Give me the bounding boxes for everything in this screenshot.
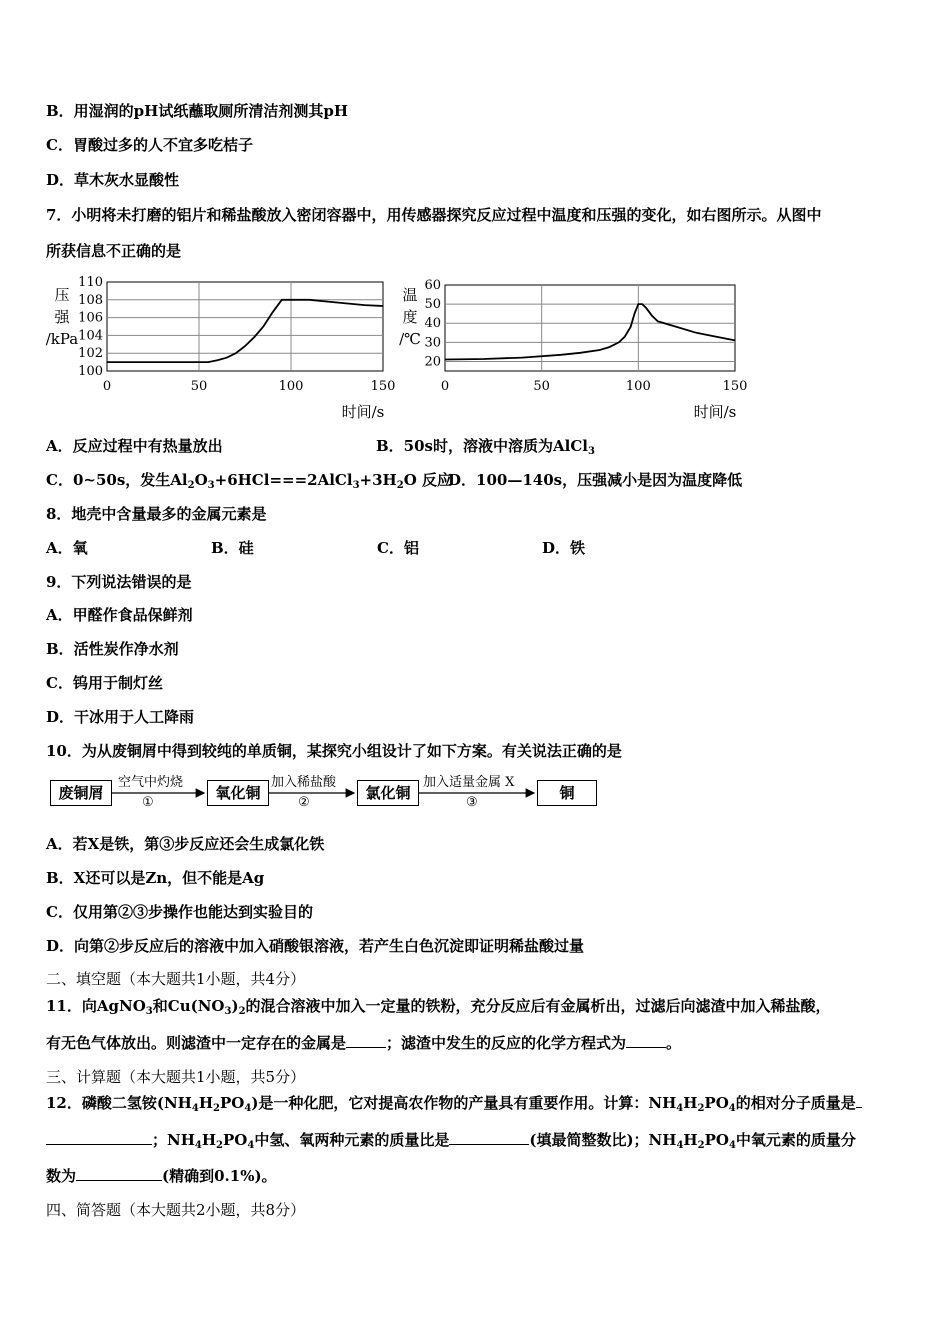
answer-blank[interactable] (449, 1130, 529, 1145)
x-axis-label: 时间/s (341, 403, 385, 421)
q9-option-c: C．钨用于制灯丝 (46, 674, 163, 692)
q10-option-b: B．X还可以是Zn，但不能是Ag (46, 869, 265, 887)
flow-box-copper-oxide: 氧化铜 (207, 780, 269, 806)
q6-option-d: D．草木灰水显酸性 (46, 171, 180, 189)
flow-arrow2-step: ② (298, 795, 310, 810)
x-tick-label: 150 (722, 379, 748, 394)
x-tick-label: 100 (278, 379, 304, 394)
q9-option-d: D．干冰用于人工降雨 (46, 708, 195, 726)
x-axis-label: 时间/s (693, 403, 737, 421)
q9-option-b: B．活性炭作净水剂 (46, 640, 179, 658)
q10-stem: 10．为从废铜屑中得到较纯的单质铜，某探究小组设计了如下方案。有关说法正确的是 (46, 742, 622, 760)
q7-option-d: D．100—140s，压强减小是因为温度降低 (448, 471, 743, 489)
y-tick-label: 50 (424, 297, 441, 313)
answer-blank[interactable] (626, 1033, 666, 1048)
q12-line2: ；$NH_4H_2PO_4$中氢、氧两种元素的质量比是 (填最简整数比)；$NH_4H_2PO_4$中氧元素的质量分 (46, 1130, 856, 1150)
q6-option-b: B．用湿润的pH试纸蘸取厕所清洁剂测其pH (46, 102, 349, 120)
flow-box-copper-chloride: 氯化铜 (357, 780, 419, 806)
y-axis-label: 温 (402, 286, 418, 304)
y-axis-label: 度 (402, 308, 418, 326)
q10-option-a: A．若X是铁，第③步反应还会生成氯化铁 (46, 835, 325, 853)
q7-option-b: B．50s时，溶液中溶质为AlCl$_3$ (376, 437, 595, 457)
q8-option-c: C．铝 (377, 539, 419, 557)
q11-line1: 11．向AgNO$_3$和$Cu(NO_3)_2$的混合溶液中加入一定量的铁粉，充分反应后有金属析出，过滤后向滤渣中加入稀盐酸， (46, 997, 831, 1017)
y-tick-label: 40 (424, 316, 441, 332)
q8-option-d: D．铁 (542, 539, 586, 557)
y-tick-label: 60 (424, 278, 441, 293)
q10-option-d: D．向第②步反应后的溶液中加入硝酸银溶液，若产生白色沉淀即证明稀盐酸过量 (46, 937, 585, 955)
answer-blank[interactable] (46, 1130, 152, 1145)
answer-blank[interactable] (856, 1093, 862, 1108)
x-tick-label: 0 (102, 379, 112, 394)
x-tick-label: 150 (370, 379, 396, 394)
y-tick-label: 110 (78, 275, 103, 290)
q12-line3: 数为 (精确到0.1%)。 (46, 1167, 277, 1185)
q9-option-a: A．甲醛作食品保鲜剂 (46, 606, 193, 624)
q8-stem: 8．地壳中含量最多的金属元素是 (46, 505, 267, 523)
flow-arrow1-label: 空气中灼烧 (118, 775, 184, 790)
flow-arrow2-label: 加入稀盐酸 (271, 775, 337, 790)
flow-box-scrap-copper: 废铜屑 (50, 780, 112, 806)
q8-option-b: B．硅 (211, 539, 254, 557)
flow-arrow3-step: ③ (466, 795, 478, 810)
y-tick-label: 20 (424, 354, 441, 370)
q9-stem: 9．下列说法错误的是 (46, 573, 192, 591)
y-axis-label: /kPa (45, 330, 79, 348)
q7-stem-line2: 所获信息不正确的是 (46, 242, 182, 260)
flow-arrow1-step: ① (142, 795, 154, 810)
y-axis-label: 压 (54, 286, 70, 304)
x-tick-label: 50 (533, 379, 550, 394)
y-tick-label: 102 (78, 346, 103, 362)
q11-line2: 有无色气体放出。则滤渣中一定存在的金属是 ；滤渣中发生的反应的化学方程式为 。 (46, 1034, 682, 1052)
y-tick-label: 108 (78, 292, 103, 308)
answer-blank[interactable] (346, 1033, 386, 1048)
answer-blank[interactable] (76, 1166, 162, 1181)
q7-option-a: A．反应过程中有热量放出 (46, 437, 223, 455)
y-tick-label: 30 (424, 335, 441, 351)
y-axis-label: /℃ (399, 330, 421, 348)
x-tick-label: 0 (440, 379, 450, 394)
x-tick-label: 100 (625, 379, 651, 394)
y-tick-label: 106 (78, 310, 103, 326)
section-4-heading: 四、简答题（本大题共2小题，共8分） (46, 1201, 306, 1219)
x-tick-label: 50 (190, 379, 208, 394)
q10-option-c: C．仅用第②③步操作也能达到实验目的 (46, 903, 313, 921)
y-axis-label: 强 (54, 308, 70, 326)
y-tick-label: 100 (78, 364, 103, 379)
q7-option-c: C．0~50s，发生$Al_2O_3+6HCl===2AlCl_3+3H_2O$ 反应 (46, 471, 452, 491)
y-tick-label: 104 (78, 328, 103, 344)
q7-stem-line1: 7．小明将未打磨的铝片和稀盐酸放入密闭容器中，用传感器探究反应过程中温度和压强的变化，如右图所示。从图中 (46, 206, 822, 224)
section-2-heading: 二、填空题（本大题共1小题，共4分） (46, 970, 306, 988)
q6-option-c: C．胃酸过多的人不宜多吃桔子 (46, 136, 253, 154)
flow-arrow3-label: 加入适量金属 X (423, 775, 515, 790)
q8-option-a: A．氧 (46, 539, 88, 557)
section-3-heading: 三、计算题（本大题共1小题，共5分） (46, 1068, 306, 1086)
q12-line1: 12．磷酸二氢铵$(NH_4H_2PO_4)$是一种化肥，它对提高农作物的产量具有重要作用。计算：$NH_4H_2PO_4$的相对分子质量是 (46, 1093, 862, 1113)
flow-box-copper: 铜 (537, 780, 597, 806)
